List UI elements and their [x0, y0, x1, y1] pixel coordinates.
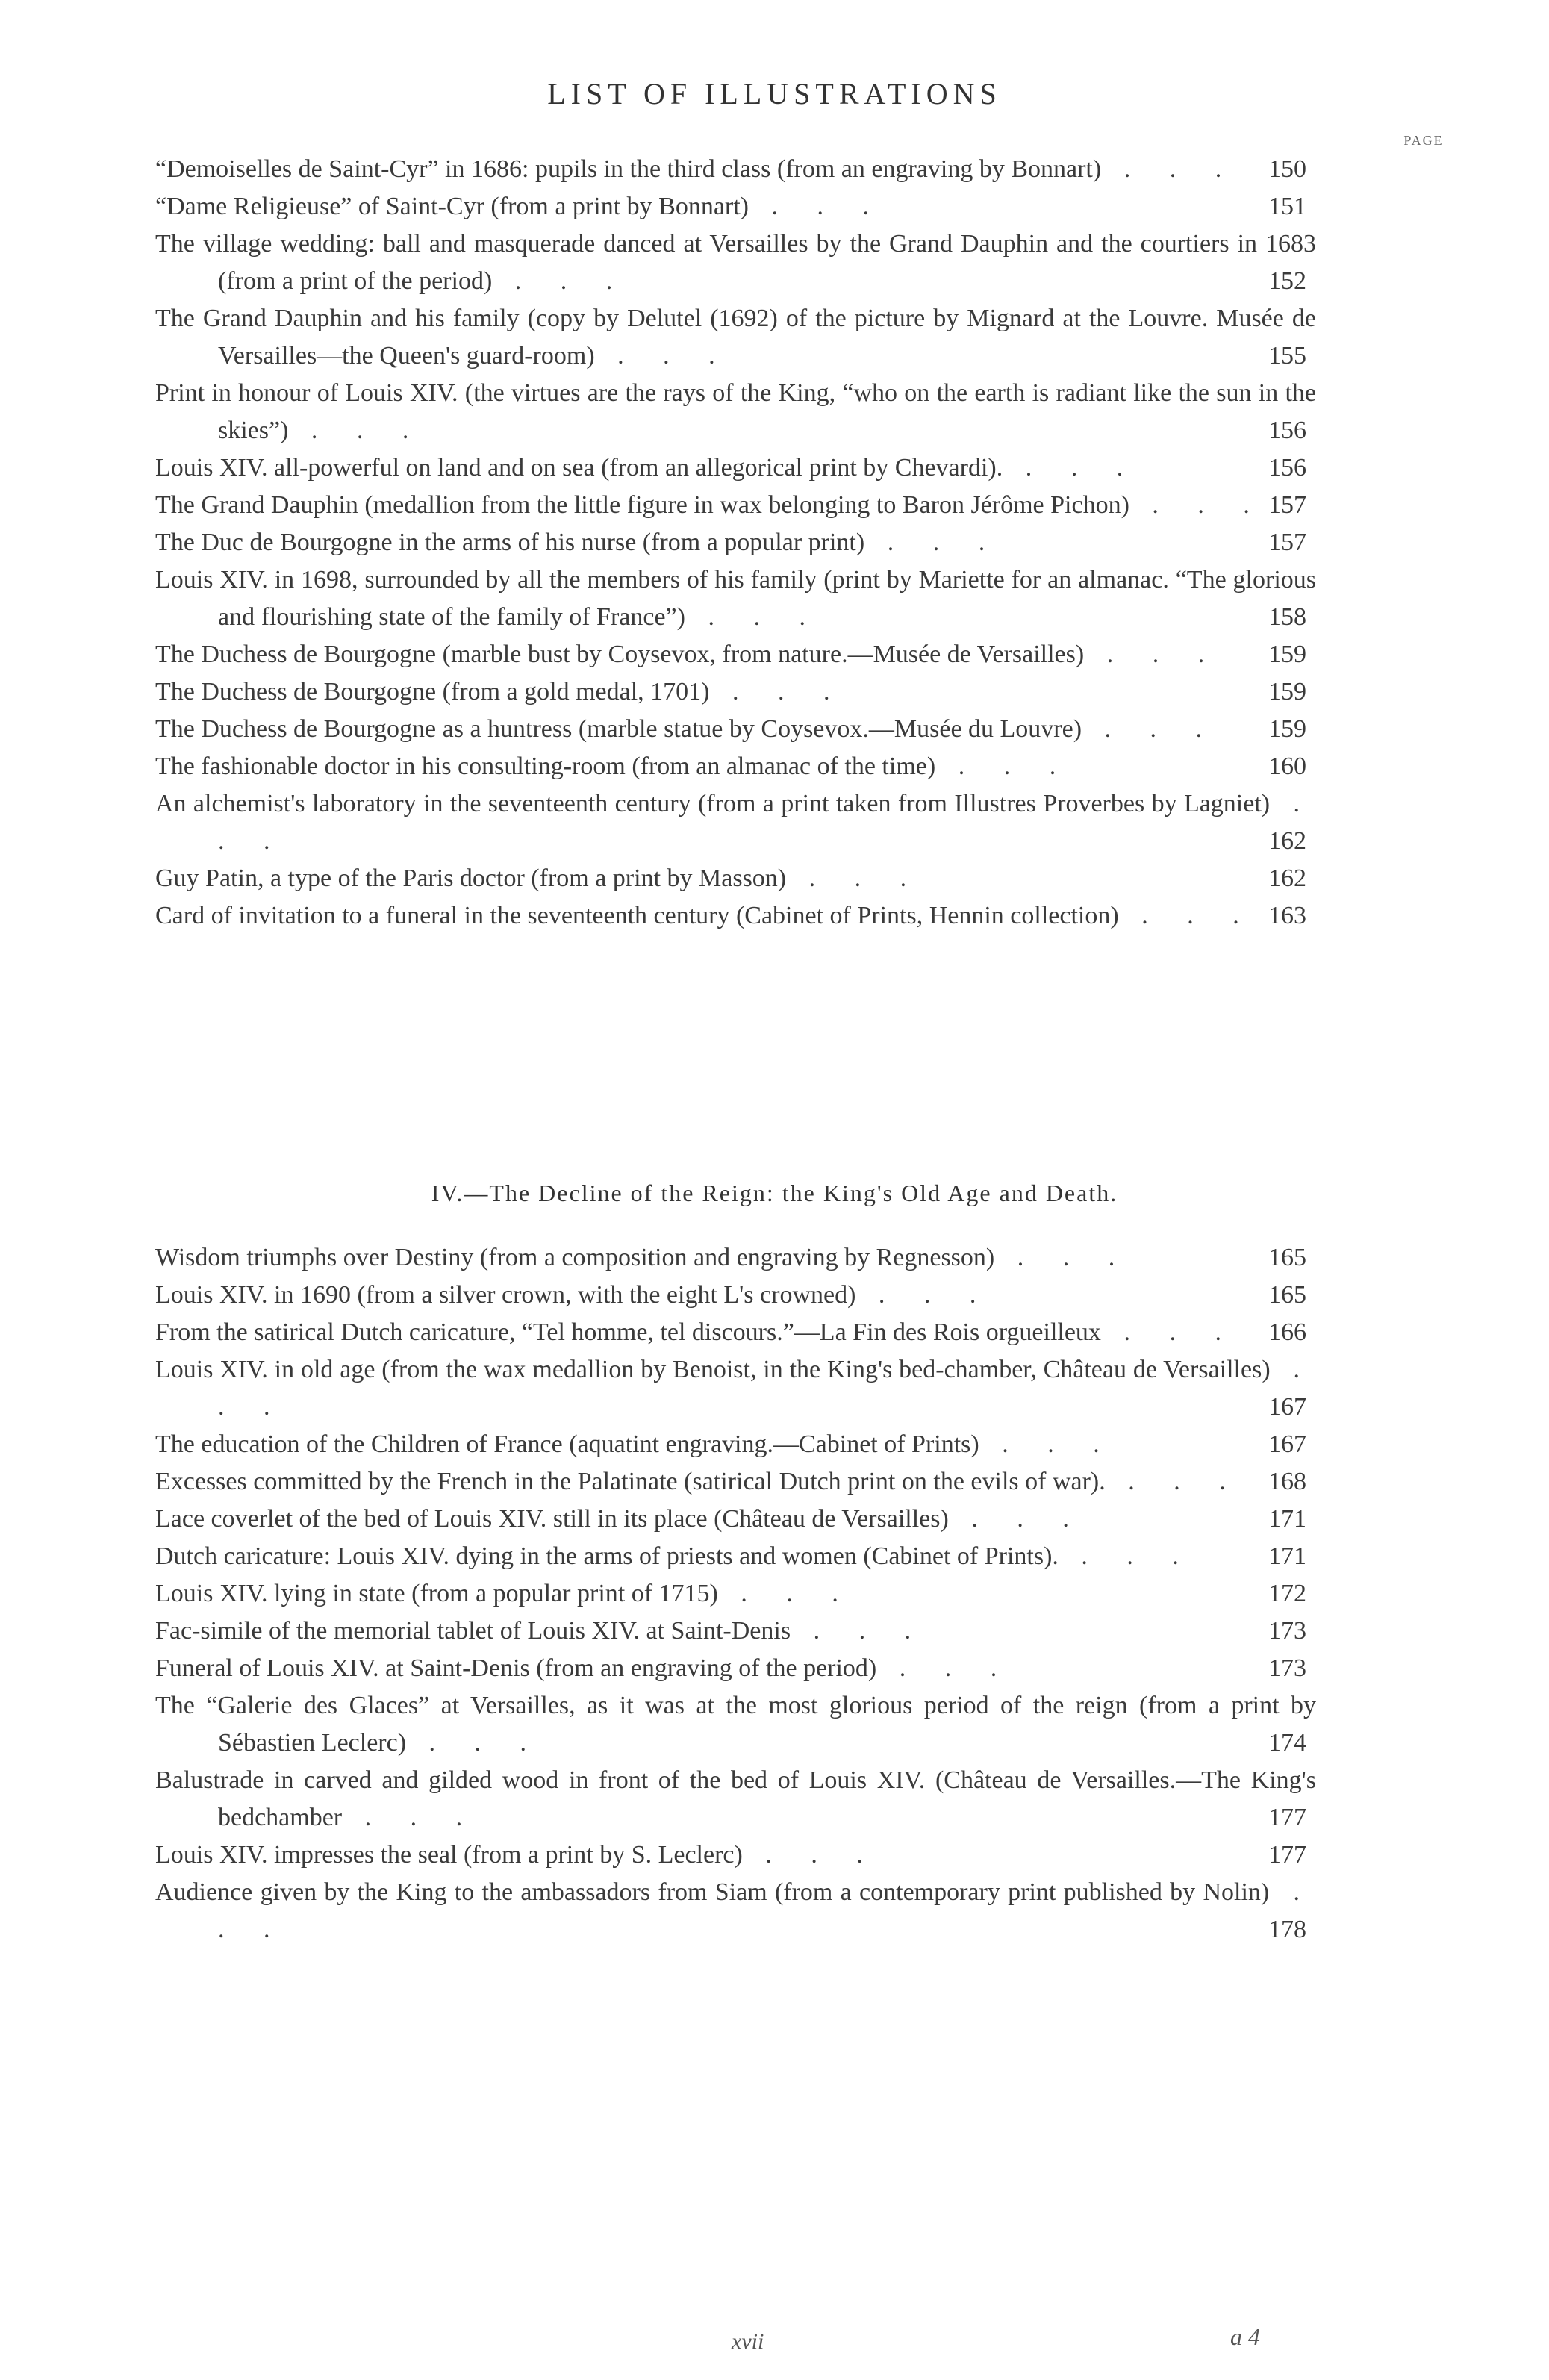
leader-dots: . . . — [855, 1281, 993, 1309]
list-item — [155, 151, 1316, 188]
leader-dots: . . . — [1101, 155, 1238, 183]
printer-signature: a 4 — [1230, 2323, 1260, 2350]
list-item — [155, 524, 1316, 561]
list-item — [155, 673, 1316, 711]
list-item — [155, 1762, 1316, 1837]
illustration-caption: Louis XIV. lying in state (from a popular print of 1715) — [155, 1580, 718, 1607]
illustration-caption: Louis XIV. in old age (from the wax medallion by Benoist, in the King's bed-chamber, Château de Versailles) — [155, 1356, 1271, 1383]
page-column-label: PAGE — [1403, 133, 1444, 148]
illustration-caption: The Grand Dauphin (medallion from the little figure in wax belonging to Baron Jérôme Pichon) — [155, 491, 1129, 519]
page-number: 160 — [1268, 753, 1306, 780]
illustration-caption: The Grand Dauphin and his family (copy by Delutel (1692) of the picture by Mignard at the Louvre. Musée de Versailles—the Queen's guard-room) — [155, 305, 1316, 370]
illustration-caption: Print in honour of Louis XIV. (the virtues are the rays of the King, “who on the earth is radiant like the sun in the skies”) — [155, 379, 1316, 444]
page-number: 162 — [1268, 827, 1306, 855]
list-item — [155, 300, 1316, 375]
section-heading: IV.—The Decline of the Reign: the King's Old Age and Death. — [431, 1180, 1118, 1206]
page-number: 174 — [1268, 1729, 1306, 1757]
page-number: 177 — [1268, 1804, 1306, 1831]
page-number: 171 — [1268, 1542, 1306, 1570]
page-number: 167 — [1268, 1430, 1306, 1458]
page-number: 166 — [1268, 1318, 1306, 1346]
list-item — [155, 1874, 1316, 1948]
leader-dots: . . . — [594, 342, 732, 370]
illustration-caption: Louis XIV. impresses the seal (from a print by S. Leclerc) — [155, 1841, 743, 1869]
list-item — [155, 897, 1316, 935]
illustration-caption: An alchemist's laboratory in the seventeenth century (from a print taken from Illustres Proverbes by Lagniet) — [155, 790, 1271, 817]
list-item — [155, 1575, 1316, 1613]
list-item — [155, 561, 1316, 636]
illustration-caption: Audience given by the King to the ambassadors from Siam (from a contemporary print published by Nolin) — [155, 1878, 1270, 1906]
illustration-caption: Louis XIV. all-powerful on land and on sea (from an allegorical print by Chevardi). — [155, 454, 1003, 482]
illustration-caption: From the satirical Dutch caricature, “Tel homme, tel discours.”—La Fin des Rois orgueilleux — [155, 1318, 1101, 1346]
list-item — [155, 860, 1316, 897]
page-number: 168 — [1268, 1468, 1306, 1495]
list-item — [155, 1837, 1316, 1874]
leader-dots: . . . — [218, 1878, 1317, 1943]
list-item — [155, 188, 1316, 225]
page-number: 156 — [1268, 454, 1306, 482]
illustration-caption: The Duc de Bourgogne in the arms of his nurse (from a popular print) — [155, 529, 865, 556]
page-number: 172 — [1268, 1580, 1306, 1607]
list-item — [155, 487, 1316, 524]
illustration-list-section-4 — [155, 1239, 1316, 1948]
page-number: 159 — [1268, 678, 1306, 705]
list-item — [155, 1650, 1316, 1687]
list-item — [155, 1613, 1316, 1650]
leader-dots: . . . — [786, 865, 923, 892]
illustration-list-section-3 — [155, 151, 1316, 935]
page-number: 173 — [1268, 1617, 1306, 1645]
illustration-caption: Guy Patin, a type of the Paris doctor (from a print by Masson) — [155, 865, 787, 892]
leader-dots: . . . — [1082, 715, 1219, 743]
leader-dots: . . . — [1118, 902, 1256, 929]
illustration-caption: Card of invitation to a funeral in the seventeenth century (Cabinet of Prints, Hennin collection) — [155, 902, 1119, 929]
list-item — [155, 711, 1316, 748]
illustration-caption: Louis XIV. in 1698, surrounded by all the members of his family (print by Mariette for an almanac. “The glorious and flourishing state of the family of France”) — [155, 566, 1316, 631]
leader-dots: . . . — [994, 1244, 1132, 1271]
leader-dots: . . . — [406, 1729, 543, 1757]
leader-dots: . . . — [685, 603, 822, 631]
leader-dots: . . . — [864, 529, 1002, 556]
page-number: 177 — [1268, 1841, 1306, 1869]
list-item — [155, 225, 1316, 300]
list-item — [155, 1501, 1316, 1538]
illustration-caption: The Duchess de Bourgogne (from a gold medal, 1701) — [155, 678, 710, 705]
page-number: 165 — [1268, 1244, 1306, 1271]
page-number: 178 — [1268, 1916, 1306, 1943]
page-number: 173 — [1268, 1654, 1306, 1682]
illustration-caption: Lace coverlet of the bed of Louis XIV. still in its place (Château de Versailles) — [155, 1505, 949, 1533]
page-number: 159 — [1268, 715, 1306, 743]
page-number: 163 — [1268, 902, 1306, 929]
page-number: 152 — [1268, 267, 1306, 295]
illustration-caption: Dutch caricature: Louis XIV. dying in the arms of priests and women (Cabinet of Prints). — [155, 1542, 1059, 1570]
leader-dots: . . . — [742, 1841, 879, 1869]
illustration-caption: The village wedding: ball and masquerade danced at Versailles by the Grand Dauphin and the courtiers in 1683 (from a print of the period) — [155, 230, 1316, 295]
illustration-caption: The education of the Children of France (aquatint engraving.—Cabinet of Prints) — [155, 1430, 979, 1458]
illustration-caption: “Demoiselles de Saint-Cyr” in 1686: pupils in the third class (from an engraving by Bonnart) — [155, 155, 1102, 183]
list-item — [155, 748, 1316, 785]
leader-dots: . . . — [342, 1804, 479, 1831]
leader-dots: . . . — [1105, 1468, 1242, 1495]
page-number: 156 — [1268, 417, 1306, 444]
illustration-caption: Funeral of Louis XIV. at Saint-Denis (from an engraving of the period) — [155, 1654, 877, 1682]
leader-dots: . . . — [717, 1580, 855, 1607]
page-folio: xvii — [732, 2329, 764, 2354]
list-item — [155, 1239, 1316, 1277]
page-number: 157 — [1268, 529, 1306, 556]
illustration-caption: The fashionable doctor in his consulting-room (from an almanac of the time) — [155, 753, 936, 780]
leader-dots: . . . — [1129, 491, 1266, 519]
page-number: 159 — [1268, 641, 1306, 668]
page-number: 171 — [1268, 1505, 1306, 1533]
leader-dots: . . . — [492, 267, 629, 295]
leader-dots: . . . — [1100, 1318, 1238, 1346]
illustration-caption: Wisdom triumphs over Destiny (from a composition and engraving by Regnesson) — [155, 1244, 995, 1271]
leader-dots: . . . — [876, 1654, 1014, 1682]
page-number: 162 — [1268, 865, 1306, 892]
leader-dots: . . . — [935, 753, 1073, 780]
illustration-caption: Excesses committed by the French in the Palatinate (satirical Dutch print on the evils of war). — [155, 1468, 1106, 1495]
illustration-caption: Louis XIV. in 1690 (from a silver crown, with the eight L's crowned) — [155, 1281, 856, 1309]
page-number: 158 — [1268, 603, 1306, 631]
leader-dots: . . . — [791, 1617, 928, 1645]
illustration-caption: Fac-simile of the memorial tablet of Louis XIV. at Saint-Denis — [155, 1617, 791, 1645]
leader-dots: . . . — [749, 193, 885, 220]
leader-dots: . . . — [1084, 641, 1221, 668]
list-item — [155, 1463, 1316, 1501]
page-number: 155 — [1268, 342, 1306, 370]
leader-dots: . . . — [218, 1356, 1316, 1421]
page-number: 151 — [1268, 193, 1306, 220]
list-item — [155, 1351, 1316, 1426]
list-item — [155, 1687, 1316, 1762]
illustration-caption: The Duchess de Bourgogne (marble bust by Coysevox, from nature.—Musée de Versailles) — [155, 641, 1085, 668]
page-number: 167 — [1268, 1393, 1306, 1421]
list-item — [155, 1314, 1316, 1351]
leader-dots: . . . — [288, 417, 426, 444]
list-item — [155, 785, 1316, 860]
list-item — [155, 449, 1316, 487]
leader-dots: . . . — [979, 1430, 1116, 1458]
list-item — [155, 1538, 1316, 1575]
list-item — [155, 375, 1316, 449]
illustration-caption: The “Galerie des Glaces” at Versailles, as it was at the most glorious period of the reign (from a print by Sébastien Leclerc) — [155, 1692, 1316, 1757]
leader-dots: . . . — [1058, 1542, 1195, 1570]
page-title: LIST OF ILLUSTRATIONS — [547, 77, 1002, 110]
illustration-caption: Balustrade in carved and gilded wood in front of the bed of Louis XIV. (Château de Versailles.—The King's bedchamber — [155, 1766, 1316, 1831]
page-number: 165 — [1268, 1281, 1306, 1309]
leader-dots: . . . — [948, 1505, 1085, 1533]
leader-dots: . . . — [1003, 454, 1140, 482]
page-number: 150 — [1268, 155, 1306, 183]
illustration-caption: “Dame Religieuse” of Saint-Cyr (from a print by Bonnart) — [155, 193, 749, 220]
leader-dots: . . . — [218, 790, 1317, 855]
list-item — [155, 1277, 1316, 1314]
list-item — [155, 636, 1316, 673]
page-number: 157 — [1268, 491, 1306, 519]
list-item — [155, 1426, 1316, 1463]
illustration-caption: The Duchess de Bourgogne as a huntress (marble statue by Coysevox.—Musée du Louvre) — [155, 715, 1082, 743]
leader-dots: . . . — [709, 678, 847, 705]
